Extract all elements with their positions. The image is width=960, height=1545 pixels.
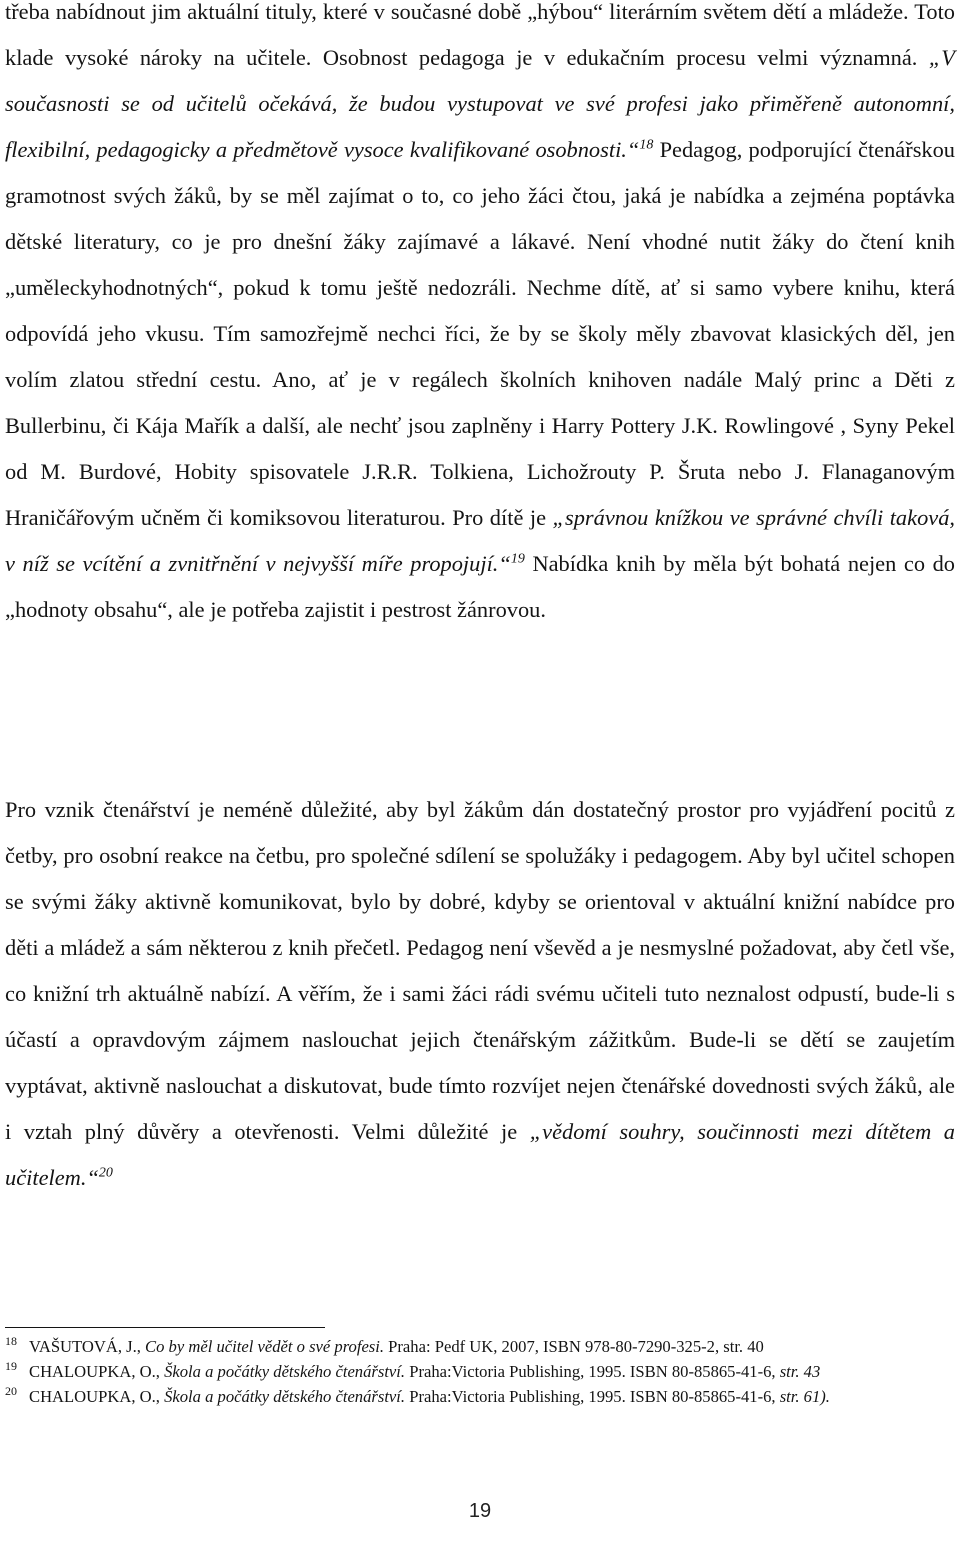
footnote-20 bbox=[5, 1384, 955, 1409]
paragraph-2 bbox=[5, 787, 955, 1201]
footnote-18 bbox=[5, 1334, 955, 1359]
footnote-publisher: Praha: Pedf UK, 2007, ISBN 978-80-7290-325-2, str. 40 bbox=[384, 1337, 764, 1356]
footnote-page: str. 43 bbox=[779, 1362, 821, 1381]
footnote-ref-20[interactable]: 20 bbox=[98, 1165, 113, 1181]
paragraph-1 bbox=[5, 0, 955, 633]
quote-2: „správnou knížkou ve správné chvíli taková, v níž se vcítění a zvnitřnění v nejvyšší míře propojují.“ bbox=[5, 505, 955, 576]
page-number: 19 bbox=[468, 1500, 492, 1522]
paragraph-2-text-1: Pro vznik čtenářství je neméně důležité, aby byl žákům dán dostatečný prostor pro vyjádření pocitů z četby, pro osobní reakce na četbu, pro společné sdílení se spolužáky i pedagogem. Aby byl učitel schopen se svými žáky aktivně komunikovat, bylo by dobré, kdyby se orientoval v aktuální knižní nabídce pro děti a mládež a sám některou z knih přečetl. Pedagog není vševěd a je nesmyslné požadovat, aby četl vše, co knižní trh aktuálně nabízí. A věřím, že i sami žáci rádi svému učiteli tuto neznalost odpustí, bude-li s účastí a opravdovým zájmem naslouchat jejich čtenářským zážitkům. Bude-li se dětí se zaujetím vyptávat, aktivně naslouchat a diskutovat, bude tímto rozvíjet nejen čtenářské dovednosti svých žáků, ale i vztah plný důvěry a otevřenosti. Velmi důležité je bbox=[5, 797, 955, 1144]
quote-3: „vědomí souhry, součinnosti mezi dítětem a učitelem.“ bbox=[5, 1119, 956, 1190]
footnote-author: CHALOUPKA, O., bbox=[29, 1387, 165, 1406]
paragraph-1-text-3: Nabídka knih by měla být bohatá nejen co do „hodnoty obsahu“, ale je potřeba zajistit i pestrost žánrovou. bbox=[5, 551, 956, 622]
footnote-19 bbox=[5, 1359, 955, 1384]
footnote-title: Co by měl učitel vědět o své profesi. bbox=[145, 1337, 385, 1356]
footnote-publisher: Praha:Victoria Publishing, 1995. ISBN 80-85865-41-6, bbox=[405, 1362, 780, 1381]
footnotes bbox=[5, 1334, 955, 1409]
footnote-number: 19 bbox=[5, 1359, 17, 1374]
footnote-author: CHALOUPKA, O., bbox=[29, 1362, 165, 1381]
footnote-publisher: Praha:Victoria Publishing, 1995. ISBN 80-85865-41-6, bbox=[405, 1387, 780, 1406]
paragraph-1-text-1: třeba nabídnout jim aktuální tituly, které v současné době „hýbou“ literárním světem dětí a mládeže. Toto klade vysoké nároky na učitele. Osobnost pedagoga je v edukačním procesu velmi významná. bbox=[5, 0, 955, 70]
footnote-separator bbox=[5, 1327, 325, 1328]
footnote-number: 20 bbox=[5, 1384, 17, 1399]
footnote-author: VAŠUTOVÁ, J., bbox=[29, 1337, 146, 1356]
footnote-ref-18[interactable]: 18 bbox=[639, 137, 654, 153]
footnote-number: 18 bbox=[5, 1334, 17, 1349]
footnote-title: Škola a počátky dětského čtenářství. bbox=[164, 1362, 406, 1381]
footnote-page: str. 61). bbox=[779, 1387, 830, 1406]
paragraph-1-text-2: Pedagog, podporující čtenářskou gramotnost svých žáků, by se měl zajímat o to, co jeho žáci čtou, jaká je nabídka a zejména poptávka dětské literatury, co je pro dnešní žáky zajímavé a lákavé. Není vhodné nutit žáky do čtení knih „uměleckyhodnotných“, pokud k tomu ještě nedozráli. Nechme dítě, ať si samo vybere knihu, která odpovídá jeho vkusu. Tím samozřejmě nechci říci, že by se školy měly zbavovat klasických děl, jen volím zlatou střední cestu. Ano, ať je v regálech školních knihoven nadále Malý princ a Děti z Bullerbinu, či Kája Mařík a další, ale nechť jsou zaplněny i Harry Pottery J.K. Rowlingové , Syny Pekel od M. Burdové, Hobity spisovatele J.R.R. Tolkiena, Lichožrouty P. Šruta nebo J. Flanaganovým Hraničářovým učněm či komiksovou literaturou. Pro dítě je bbox=[5, 137, 955, 530]
quote-1: „V současnosti se od učitelů očekává, že budou vystupovat ve své profesi jako přiměřeně autonomní, flexibilní, pedagogicky a předmětově vysoce kvalifikované osobnosti.“ bbox=[5, 45, 955, 162]
footnote-ref-19[interactable]: 19 bbox=[510, 551, 525, 567]
footnote-title: Škola a počátky dětského čtenářství. bbox=[164, 1387, 406, 1406]
